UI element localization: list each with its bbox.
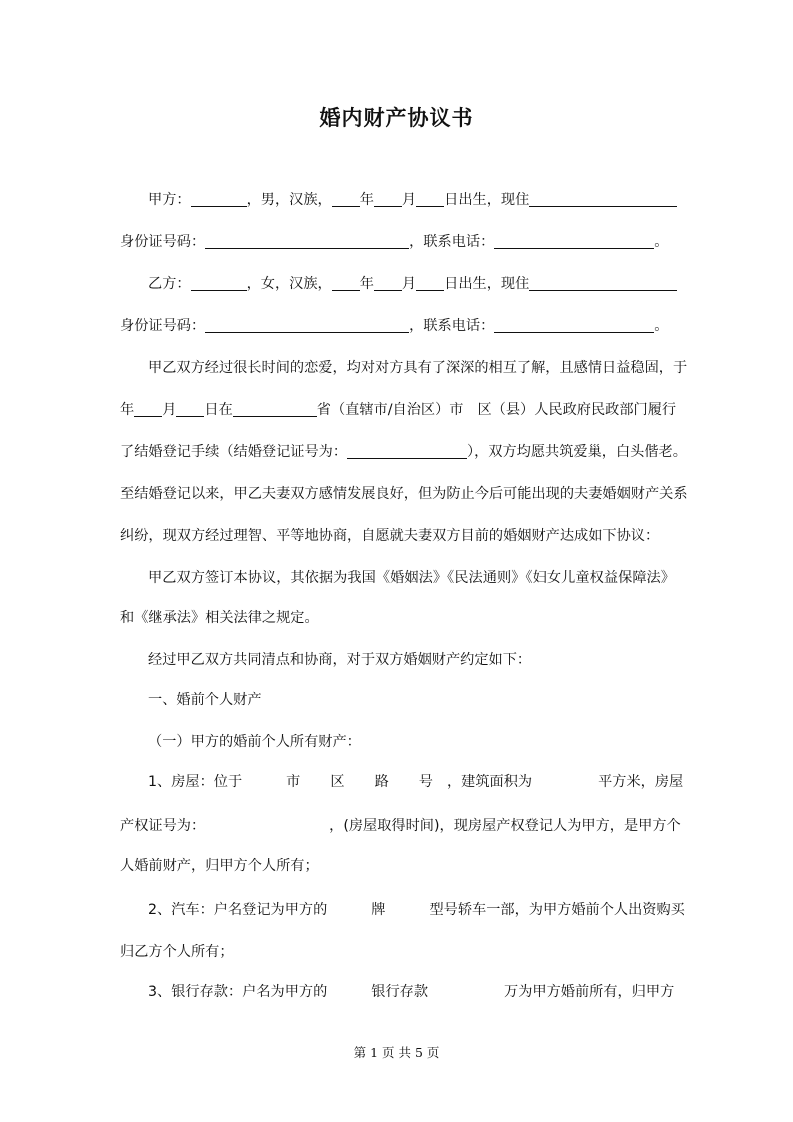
paragraph-line: 纠纷，现双方经过理智、平等地协商，自愿就夫妻双方目前的婚姻财产达成如下协议： <box>120 528 660 544</box>
house-cert-tail: ，(房屋取得时间)，现房屋产权登记人为甲方，是甲方个 <box>329 818 681 834</box>
house-line <box>120 768 684 796</box>
road-label: 路 <box>374 774 389 790</box>
birth-month-blank <box>374 188 402 207</box>
period: 。 <box>654 318 669 334</box>
party-b-id-line <box>120 312 675 340</box>
party-a-line <box>120 186 675 214</box>
phone-label: ，联系电话： <box>409 318 495 334</box>
subsection-heading: （一）甲方的婚前个人所有财产： <box>148 734 361 750</box>
bank-deposit-label: 银行存款 <box>371 984 429 1000</box>
party-b-id-blank <box>205 314 409 333</box>
period: 。 <box>654 234 669 250</box>
section-heading: 一、婚前个人财产 <box>148 692 262 708</box>
house-label: 1、房屋：位于 <box>148 774 243 790</box>
paragraph-line: 至结婚登记以来，甲乙夫妻双方感情发展良好，但为防止今后可能出现的夫妻婚姻财产关系 <box>120 486 688 502</box>
party-b-label: 乙方： <box>148 276 191 292</box>
party-a-label: 甲方： <box>148 192 191 208</box>
id-number-label: 身份证号码： <box>120 318 206 334</box>
birth-month-blank <box>374 272 402 291</box>
party-a-phone-blank <box>494 230 654 249</box>
bank-label: 3、银行存款：户名为甲方的 <box>148 984 328 1000</box>
page-number: 第 1 页 共 5 页 <box>353 1045 440 1060</box>
house-cert-line <box>120 812 681 840</box>
bank-tail-text: 万为甲方婚前所有，归甲方 <box>504 984 675 1000</box>
party-b-gender-text: ，女，汉族， <box>246 276 332 292</box>
area-label: ，建筑面积为 <box>446 774 533 790</box>
month-label: 月 <box>162 402 177 418</box>
paragraph-line: 甲乙双方经过很长时间的恋爱，均对对方具有了深深的相互了解，且感情日益稳固，于 <box>148 360 688 376</box>
car-line <box>120 896 685 924</box>
party-a-address-blank <box>529 188 677 207</box>
day-label: 日在 <box>204 402 233 418</box>
marriage-day-blank <box>176 398 204 417</box>
province-text: 省（直辖市/自治区）市 <box>316 402 464 418</box>
cert-tail-text: ），双方均愿共筑爱巢，白头偕老。 <box>467 444 687 460</box>
brand-label: 牌 <box>371 902 386 918</box>
phone-label: ，联系电话： <box>409 234 495 250</box>
marriage-cert-line <box>120 438 687 466</box>
party-a-id-blank <box>205 230 409 249</box>
party-a-id-line <box>120 228 675 256</box>
province-blank <box>233 398 317 417</box>
city-label: 市 <box>286 774 301 790</box>
party-b-phone-blank <box>494 314 654 333</box>
party-b-line <box>120 270 675 298</box>
area-unit-text: 平方米，房屋 <box>598 774 684 790</box>
year-label: 年 <box>359 192 374 208</box>
bank-line <box>120 978 675 1006</box>
district-text: 区（县）人民政府民政部门履行 <box>477 402 677 418</box>
birth-day-blank <box>416 272 444 291</box>
district-label: 区 <box>330 774 345 790</box>
document-title: 婚内财产协议书 <box>319 105 474 130</box>
paragraph-line: 甲乙双方签订本协议，其依据为我国《婚姻法》《民法通则》《妇女儿童权益保障法》 <box>148 570 675 586</box>
residence-label: 日出生，现住 <box>444 192 530 208</box>
marriage-date-line <box>120 396 675 424</box>
house-cert-label: 产权证号为： <box>120 818 206 834</box>
marriage-month-blank <box>134 398 162 417</box>
paragraph-line: 人婚前财产，归甲方个人所有； <box>120 858 319 874</box>
cert-label: 了结婚登记手续（结婚登记证号为： <box>120 444 348 460</box>
birth-day-blank <box>416 188 444 207</box>
paragraph-line: 归乙方个人所有； <box>120 944 234 960</box>
car-label: 2、汽车：户名登记为甲方的 <box>148 902 328 918</box>
month-label: 月 <box>401 276 417 292</box>
year-label: 年 <box>120 402 135 418</box>
id-number-label: 身份证号码： <box>120 234 206 250</box>
residence-label: 日出生，现住 <box>444 276 530 292</box>
car-tail-text: 型号轿车一部，为甲方婚前个人出资购买 <box>429 902 685 918</box>
party-a-name-blank <box>191 188 247 207</box>
number-label: 号 <box>418 774 433 790</box>
marriage-cert-blank <box>347 440 467 459</box>
party-b-name-blank <box>191 272 247 291</box>
paragraph-line: 和《继承法》相关法律之规定。 <box>120 610 319 626</box>
party-a-gender-text: ，男，汉族， <box>246 192 332 208</box>
paragraph-line: 经过甲乙双方共同清点和协商，对于双方婚姻财产约定如下： <box>148 652 532 668</box>
year-label: 年 <box>359 276 374 292</box>
month-label: 月 <box>401 192 417 208</box>
birth-year-blank <box>332 272 360 291</box>
party-b-address-blank <box>529 272 677 291</box>
birth-year-blank <box>332 188 360 207</box>
